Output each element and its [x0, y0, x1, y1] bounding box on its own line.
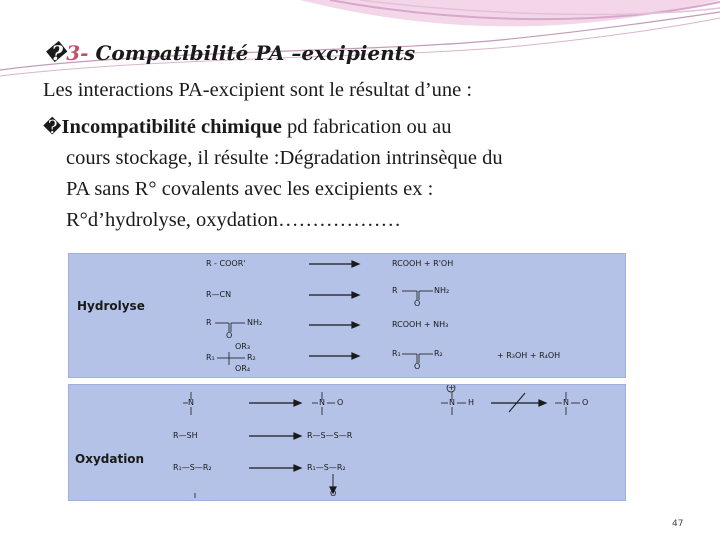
hydrolyse-ketone-o: O — [414, 362, 421, 371]
oxydation-thiol: R—SH — [173, 431, 198, 440]
hydrolyse-alcohol-products: + R₃OH + R₄OH — [497, 351, 561, 360]
oxydation-sulfide: R₁—S—R₂ — [173, 463, 212, 472]
hydrolyse-ketone-r1: R₁ — [392, 349, 401, 358]
oxydation-disulfide: R—S—S—R — [307, 431, 353, 440]
intro-line: Les interactions PA-excipient sont le résultat d’une : — [43, 79, 473, 101]
hydrolyse-ketone-r2: R₂ — [434, 349, 443, 358]
body-line-5: R°d’hydrolyse, oxydation……………… — [66, 209, 402, 231]
hydrolyse-ketal-r2: R₂ — [247, 353, 256, 362]
oxydation-panel — [68, 384, 626, 501]
hydrolyse-nitrile-reactant: R—CN — [206, 290, 232, 299]
page-number: 47 — [672, 519, 684, 529]
hydrolyse-amide-nh2: NH₂ — [434, 286, 450, 295]
oxydation-amine-n: N — [188, 398, 194, 407]
oxydation-ammonium-h: H — [468, 398, 475, 407]
oxydation-ammonium-plus: + — [448, 383, 455, 392]
oxydation-sulfoxide: R₁—S—R₂ — [307, 463, 346, 472]
hydrolyse-panel — [68, 253, 626, 378]
oxydation-label: Oxydation — [75, 452, 145, 466]
bullet-line — [43, 116, 452, 139]
oxydation-far-noxide-o: O — [582, 398, 589, 407]
oxydation-sulfoxide-o: O — [330, 489, 337, 498]
bullet-icon: � — [43, 117, 62, 137]
header-swoosh-decoration — [0, 0, 720, 80]
hydrolyse-ketal-r1: R₁ — [206, 353, 215, 362]
slide-title — [44, 41, 415, 65]
hydrolyse-ketal-or4: OR₄ — [235, 364, 251, 373]
bullet-line-rest: pd fabrication ou au — [281, 116, 452, 138]
oxydation-noxide-o: O — [337, 398, 344, 407]
hydrolyse-amide2-nh2: NH₂ — [247, 318, 263, 327]
oxydation-arrows — [69, 385, 625, 500]
hydrolyse-amide2-r: R — [206, 318, 212, 327]
hydrolyse-amide2-products: RCOOH + NH₃ — [392, 320, 449, 329]
title-text: Compatibilité PA –excipients — [88, 41, 416, 65]
hydrolyse-ester-products: RCOOH + R'OH — [392, 259, 454, 268]
hydrolyse-ketal-or3: OR₃ — [235, 342, 251, 351]
oxydation-noxide-n: N — [319, 398, 325, 407]
bold-term: Incompatibilité chimique — [61, 116, 282, 138]
oxydation-far-noxide-n: N — [563, 398, 569, 407]
hydrolyse-ester-reactant: R - COOR' — [206, 259, 246, 268]
oxydation-ammonium-n: N — [449, 398, 455, 407]
title-bullet: � — [44, 41, 67, 65]
hydrolyse-label: Hydrolyse — [77, 299, 145, 313]
hydrolyse-amide-o: O — [414, 299, 421, 308]
body-line-4: PA sans R° covalents avec les excipients ex : — [66, 178, 434, 200]
title-number: 3- — [66, 41, 89, 65]
hydrolyse-amide-r: R — [392, 286, 398, 295]
hydrolyse-amide2-o: O — [226, 331, 233, 340]
body-line-3: cours stockage, il résulte :Dégradation intrinsèque du — [66, 147, 503, 169]
